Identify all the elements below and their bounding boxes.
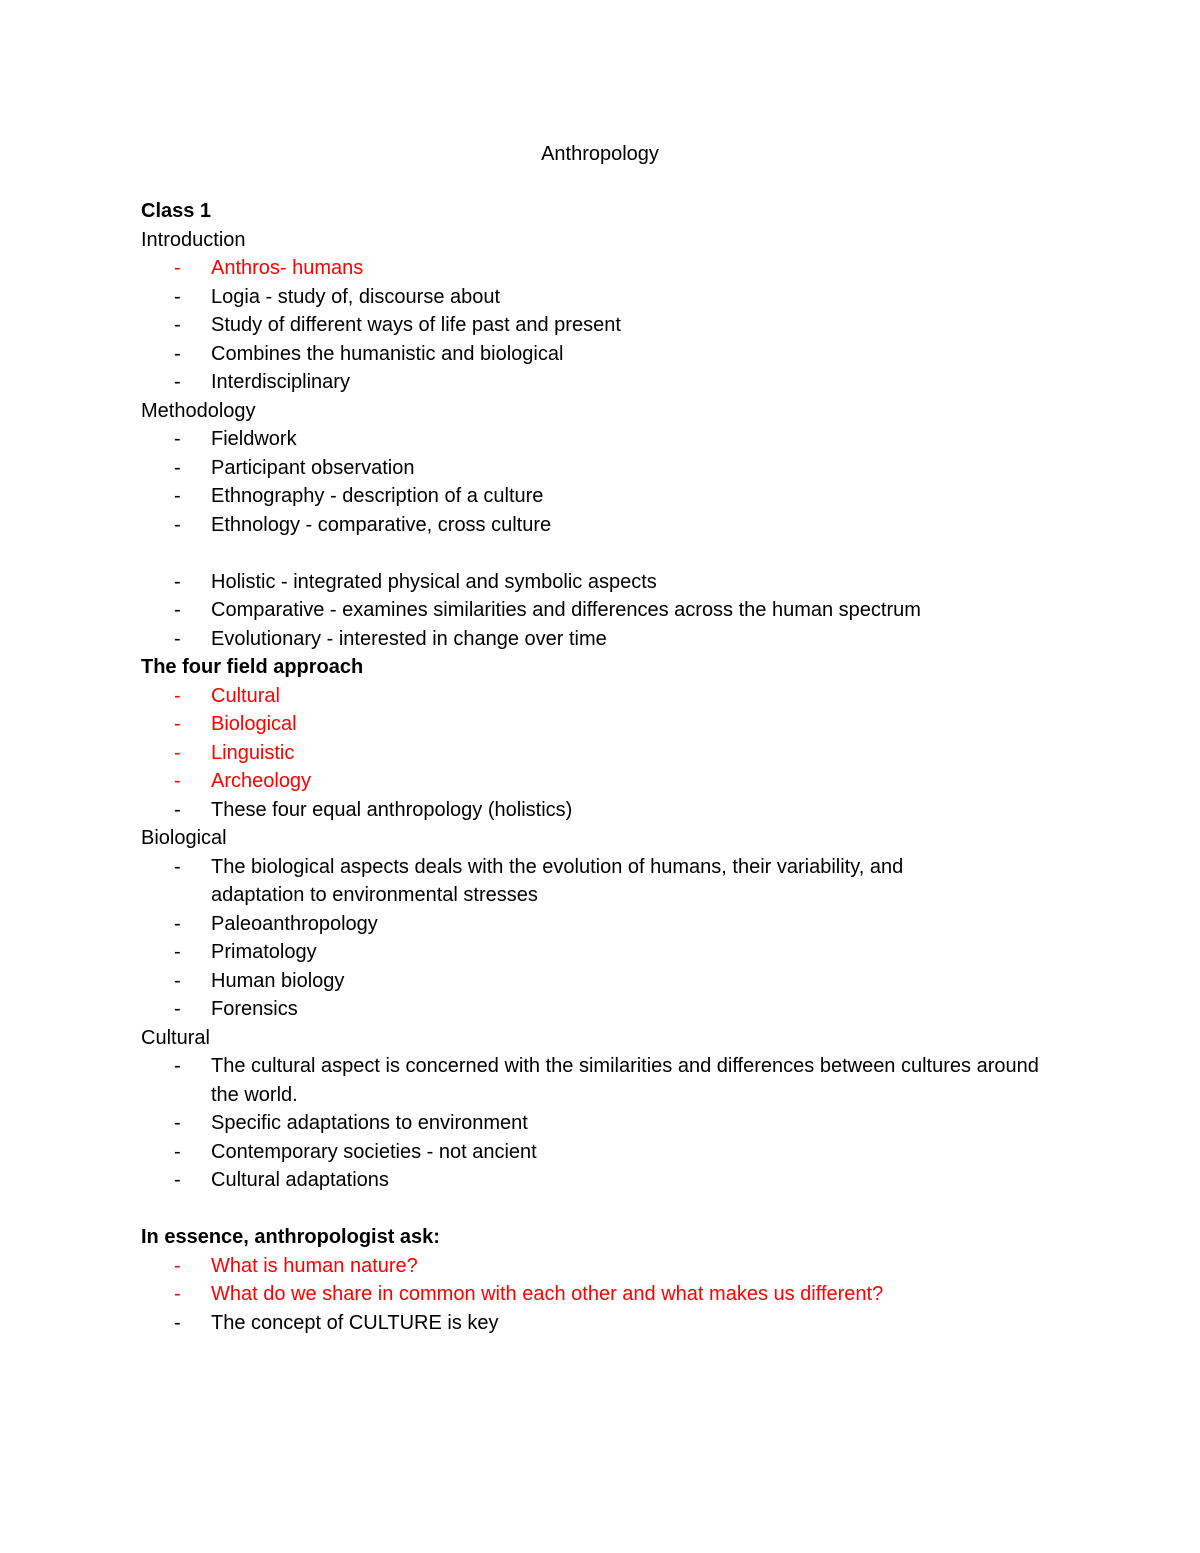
four-field-heading: The four field approach [141, 656, 364, 678]
list-item [141, 596, 1101, 625]
bullet-dash: - [174, 969, 181, 992]
bullet-dash: - [174, 1311, 181, 1334]
list-item [141, 967, 1101, 996]
list-item-text: Comparative - examines similarities and differences across the human spectrum [211, 599, 921, 621]
bullet-dash: - [174, 1169, 181, 1191]
bullet-dash: - [174, 456, 181, 479]
list-item-text: Archeology [211, 770, 312, 792]
list-item-text: The cultural aspect is concerned with the similarities and differences between cultures around the world. [211, 1055, 1039, 1106]
list-item-text: Specific adaptations to environment [211, 1112, 528, 1134]
list-item [141, 767, 1101, 796]
list-item-text: Participant observation [211, 456, 415, 479]
list-item [141, 283, 1101, 312]
list-item [141, 482, 1101, 511]
list-item-text: Biological [211, 713, 297, 735]
list-item [141, 1309, 1101, 1338]
list-item-text: What do we share in common with each other and what makes us different? [211, 1283, 884, 1305]
list-item [141, 1252, 1101, 1281]
bullet-dash: - [174, 1112, 181, 1134]
bullet-dash: - [174, 684, 181, 707]
list-item-text: The concept of CULTURE is key [211, 1311, 499, 1334]
bullet-dash: - [174, 257, 181, 279]
list-item [141, 368, 1101, 397]
list-item-text: Paleoanthropology [211, 912, 378, 935]
list-item-text: Cultural adaptations [211, 1169, 389, 1191]
list-item [141, 1280, 1101, 1309]
list-item-text: Ethnology - comparative, cross culture [211, 513, 552, 536]
list-item-text: Combines the humanistic and biological [211, 342, 564, 365]
list-item [141, 910, 1101, 939]
list-item [141, 254, 1101, 283]
list-item-text: The biological aspects deals with the evolution of humans, their variability, and adaptation to environmental stresses [211, 855, 904, 906]
list-item [141, 1052, 1041, 1109]
list-item-text: What is human nature? [211, 1254, 418, 1277]
bullet-dash: - [174, 770, 181, 792]
list-item [141, 625, 1101, 654]
list-item-text: Ethnography - description of a culture [211, 485, 544, 507]
list-item-text: Anthros- humans [211, 257, 364, 279]
bullet-dash: - [174, 627, 181, 650]
list-item-text: Forensics [211, 998, 298, 1020]
notes-body [141, 197, 1101, 1337]
methodology-label: Methodology [141, 399, 256, 422]
bullet-dash: - [174, 713, 181, 735]
list-item [141, 1109, 1101, 1138]
list-item [141, 1138, 1101, 1167]
list-item [141, 682, 1101, 711]
list-item [141, 710, 1101, 739]
list-item-text: Fieldwork [211, 428, 297, 450]
bullet-dash: - [174, 570, 181, 593]
bullet-dash: - [174, 941, 181, 963]
list-item [141, 454, 1101, 483]
bullet-dash: - [174, 1055, 181, 1077]
blank-line [141, 1195, 1101, 1224]
list-item [141, 853, 971, 910]
bullet-dash: - [174, 314, 181, 336]
bullet-dash: - [174, 342, 181, 365]
list-item [141, 796, 1101, 825]
list-item [141, 511, 1101, 540]
class-heading: Class 1 [141, 200, 212, 222]
bullet-dash: - [174, 428, 181, 450]
blank-line [141, 539, 1101, 568]
introduction-label: Introduction [141, 228, 246, 251]
bullet-dash: - [174, 513, 181, 536]
list-item [141, 340, 1101, 369]
bullet-dash: - [174, 1140, 181, 1163]
list-item [141, 311, 1101, 340]
list-item-text: Evolutionary - interested in change over time [211, 627, 607, 650]
page-title: Anthropology [541, 143, 659, 165]
bullet-dash: - [174, 912, 181, 935]
bullet-dash: - [174, 371, 181, 393]
essence-heading: In essence, anthropologist ask: [141, 1226, 440, 1248]
list-item-text: Primatology [211, 941, 317, 963]
bullet-dash: - [174, 855, 181, 878]
bullet-dash: - [174, 599, 181, 621]
biological-label: Biological [141, 827, 227, 849]
bullet-dash: - [174, 1283, 181, 1305]
bullet-dash: - [174, 998, 181, 1020]
list-item [141, 568, 1101, 597]
list-item [141, 739, 1101, 768]
list-item [141, 425, 1101, 454]
cultural-label: Cultural [141, 1026, 210, 1049]
bullet-dash: - [174, 1254, 181, 1277]
list-item-text: Contemporary societies - not ancient [211, 1140, 537, 1163]
bullet-dash: - [174, 285, 181, 308]
list-item [141, 995, 1101, 1024]
list-item-text: Cultural [211, 684, 280, 707]
list-item [141, 1166, 1101, 1195]
list-item-text: Human biology [211, 969, 345, 992]
bullet-dash: - [174, 741, 181, 764]
list-item [141, 938, 1101, 967]
list-item-text: These four equal anthropology (holistics) [211, 798, 573, 821]
bullet-dash: - [174, 485, 181, 507]
list-item-text: Logia - study of, discourse about [211, 285, 501, 308]
list-item-text: Study of different ways of life past and present [211, 314, 621, 336]
list-item-text: Linguistic [211, 741, 295, 764]
list-item-text: Interdisciplinary [211, 371, 350, 393]
bullet-dash: - [174, 798, 181, 821]
list-item-text: Holistic - integrated physical and symbolic aspects [211, 570, 657, 593]
